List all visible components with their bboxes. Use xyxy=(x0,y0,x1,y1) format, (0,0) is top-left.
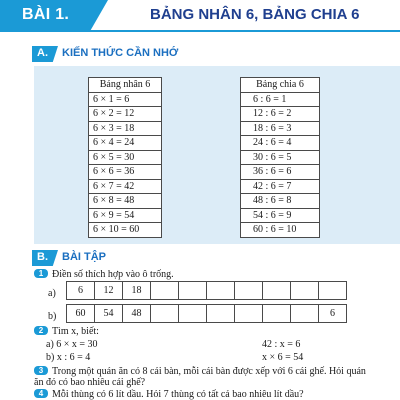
division-fact: 24 : 6 = 4 xyxy=(241,136,320,151)
division-fact: 48 : 6 = 8 xyxy=(241,194,320,209)
multiplication-fact: 6 × 4 = 24 xyxy=(89,136,162,151)
multiplication-row xyxy=(89,194,162,209)
sequence-cell[interactable] xyxy=(151,305,179,323)
row-b-label: b) xyxy=(48,311,57,322)
exercise-3-number: 3 xyxy=(34,366,48,375)
multiplication-fact: 6 × 5 = 30 xyxy=(89,150,162,165)
exercise-1 xyxy=(34,268,174,281)
section-a-tag-label: A. xyxy=(37,47,48,59)
sequence-cell[interactable]: 18 xyxy=(123,282,151,300)
exercise-4-number: 4 xyxy=(34,389,48,398)
row-a-label: a) xyxy=(48,288,56,299)
division-row xyxy=(241,179,320,194)
sequence-cell[interactable] xyxy=(291,282,319,300)
sequence-cell[interactable] xyxy=(207,305,235,323)
lesson-header xyxy=(0,0,400,30)
sequence-cell[interactable] xyxy=(319,282,347,300)
sequence-cell[interactable] xyxy=(179,305,207,323)
sequence-cell[interactable]: 12 xyxy=(95,282,123,300)
multiplication-row xyxy=(89,107,162,122)
exercise-2 xyxy=(34,325,99,338)
section-b-tag-label: B. xyxy=(37,251,48,263)
section-b-title: BÀI TẬP xyxy=(62,251,106,263)
exercise-4-text: Mỗi thùng có 6 lít dầu. Hỏi 7 thùng có tất cả bao nhiêu lít dầu? xyxy=(52,389,304,400)
multiplication-row xyxy=(89,165,162,180)
division-table xyxy=(240,77,320,238)
sequence-cell[interactable] xyxy=(263,305,291,323)
division-fact: 6 : 6 = 1 xyxy=(241,92,320,107)
multiplication-fact: 6 × 1 = 6 xyxy=(89,92,162,107)
exercise-3-line-1: Trong một quán ăn có 8 cái bàn, mỗi cái bàn được xếp với 6 cái ghế. Hỏi quán xyxy=(52,366,366,377)
division-fact: 30 : 6 = 5 xyxy=(241,150,320,165)
exercise-2-a: a) 6 × x = 30 xyxy=(46,339,98,350)
sequence-cell[interactable]: 54 xyxy=(95,305,123,323)
sequence-cell[interactable] xyxy=(235,305,263,323)
division-fact: 36 : 6 = 6 xyxy=(241,165,320,180)
multiplication-fact: 6 × 8 = 48 xyxy=(89,194,162,209)
division-row xyxy=(241,136,320,151)
division-row xyxy=(241,107,320,122)
multiplication-fact: 6 × 6 = 36 xyxy=(89,165,162,180)
multiplication-row xyxy=(89,92,162,107)
exercise-2-d: x × 6 = 54 xyxy=(262,352,304,363)
division-row xyxy=(241,150,320,165)
division-fact: 18 : 6 = 3 xyxy=(241,121,320,136)
multiplication-fact: 6 × 9 = 54 xyxy=(89,208,162,223)
multiplication-table xyxy=(88,77,162,238)
sequence-cell[interactable] xyxy=(207,282,235,300)
multiplication-fact: 6 × 7 = 42 xyxy=(89,179,162,194)
division-fact: 12 : 6 = 2 xyxy=(241,107,320,122)
sequence-grid-a xyxy=(66,281,347,300)
multiplication-fact: 6 × 2 = 12 xyxy=(89,107,162,122)
exercise-4 xyxy=(34,388,304,400)
division-fact: 42 : 6 = 7 xyxy=(241,179,320,194)
division-heading: Bảng chia 6 xyxy=(241,78,320,93)
exercise-1-number: 1 xyxy=(34,269,48,278)
lesson-number: BÀI 1. xyxy=(22,6,70,23)
multiplication-row xyxy=(89,121,162,136)
exercise-2-c: 42 : x = 6 xyxy=(262,339,301,350)
sequence-cell[interactable]: 60 xyxy=(67,305,95,323)
exercise-2-b: b) x : 6 = 4 xyxy=(46,352,91,363)
sequence-cell[interactable] xyxy=(235,282,263,300)
multiplication-row xyxy=(89,150,162,165)
header-divider xyxy=(0,30,400,32)
multiplication-row xyxy=(89,136,162,151)
division-fact: 60 : 6 = 10 xyxy=(241,223,320,238)
division-row xyxy=(241,165,320,180)
sequence-cell[interactable] xyxy=(179,282,207,300)
division-row xyxy=(241,92,320,107)
sequence-cell[interactable]: 6 xyxy=(67,282,95,300)
exercise-2-text: Tìm x, biết: xyxy=(52,326,99,337)
multiplication-fact: 6 × 3 = 18 xyxy=(89,121,162,136)
division-fact: 54 : 6 = 9 xyxy=(241,208,320,223)
sequence-cell[interactable] xyxy=(291,305,319,323)
exercise-1-text: Điền số thích hợp vào ô trống. xyxy=(52,269,174,280)
exercise-3-line-2: ăn đó có bao nhiêu cái ghế? xyxy=(34,377,146,388)
lesson-title: BẢNG NHÂN 6, BẢNG CHIA 6 xyxy=(150,6,360,23)
exercise-2-number: 2 xyxy=(34,326,48,335)
division-row xyxy=(241,208,320,223)
multiplication-row xyxy=(89,179,162,194)
sequence-cell[interactable]: 6 xyxy=(319,305,347,323)
multiplication-row xyxy=(89,208,162,223)
division-row xyxy=(241,194,320,209)
multiplication-row xyxy=(89,223,162,238)
sequence-cell[interactable]: 48 xyxy=(123,305,151,323)
division-row xyxy=(241,121,320,136)
section-a-title: KIẾN THỨC CẦN NHỚ xyxy=(62,47,179,59)
multiplication-heading: Bảng nhân 6 xyxy=(89,78,162,93)
sequence-cell[interactable] xyxy=(151,282,179,300)
sequence-grid-b xyxy=(66,304,347,323)
division-row xyxy=(241,223,320,238)
multiplication-fact: 6 × 10 = 60 xyxy=(89,223,162,238)
sequence-cell[interactable] xyxy=(263,282,291,300)
